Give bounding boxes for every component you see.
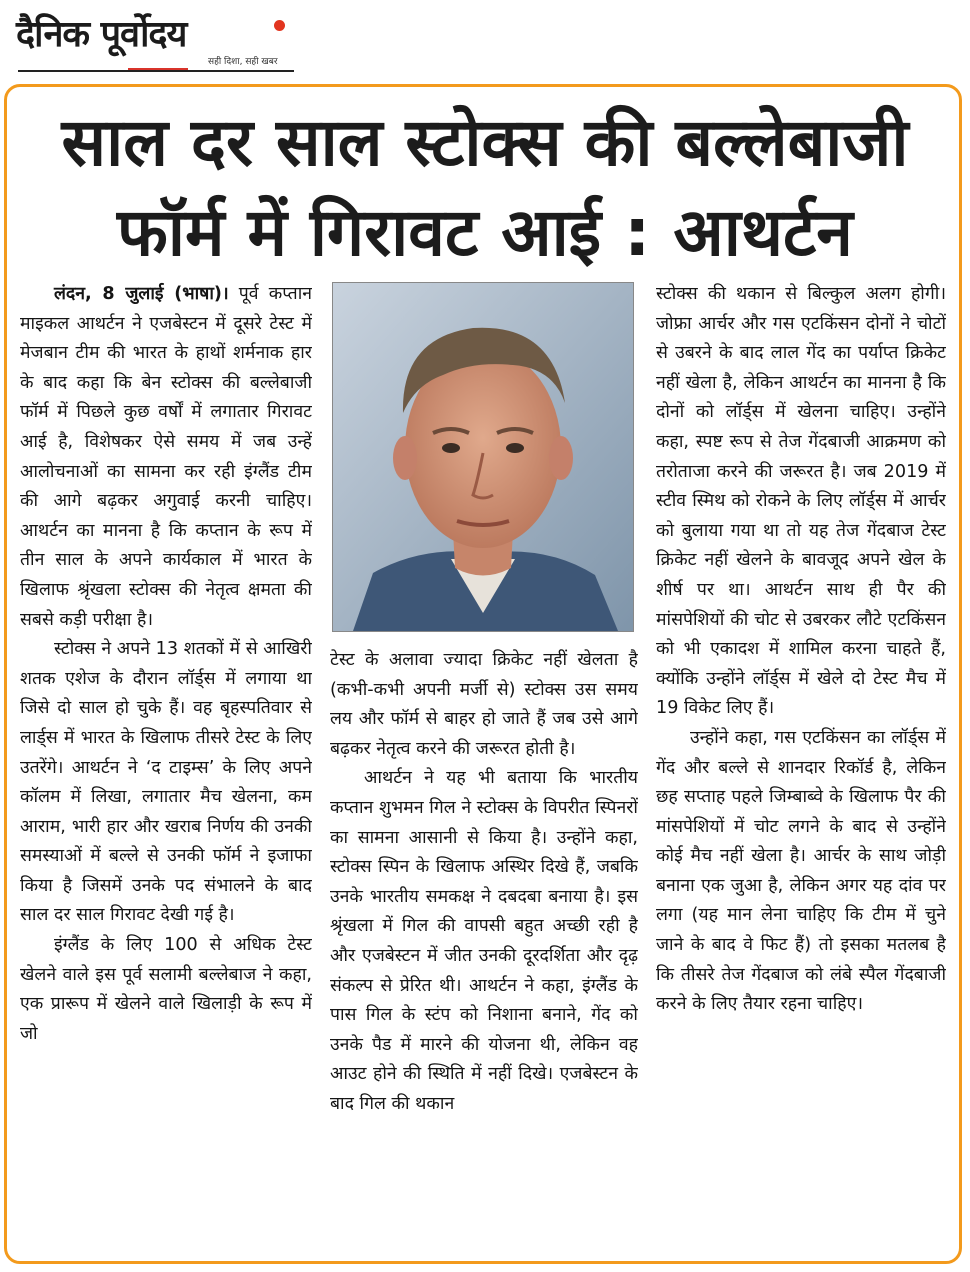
portrait-illustration (333, 283, 633, 631)
paragraph: आथर्टन ने यह भी बताया कि भारतीय कप्तान शुभमन गिल ने स्टोक्स के विपरीत स्पिनरों का सामना आसानी से किया है। उन्होंने कहा, स्टोक्स स्पिन के खिलाफ अस्थिर दिखे हैं, जबकि उनके भारतीय समकक्ष ने दबदबा बनाया है। इस श्रृंखला में गिल की वापसी बहुत अच्छी रही है और एजबेस्टन में जीत उनकी दूरदर्शिता और दृढ़ संकल्प से प्रेरित थी। आथर्टन ने कहा, इंग्लैंड के पास गिल के स्टंप को निशाना बनाने, गेंद को उनके पैड में मारने की योजना थी, लेकिन वह आउट होने की स्थिति में नहीं दिखे। एजबेस्टन के बाद गिल की थकान (330, 768, 638, 1114)
paragraph-text: पूर्व कप्तान माइकल आथर्टन ने एजबेस्टन में दूसरे टेस्ट में मेजबान टीम की भारत के हाथों शर्मनाक हार के बाद कहा कि बेन स्टोक्स की बल्लेबाजी फॉर्म में पिछले कुछ वर्षों में लगातार गिरावट आई है, विशेषकर ऐसे समय में जब उन्हें आलोचनाओं का सामना कर रही इंग्लैंड टीम की आगे बढ़कर अगुवाई करनी चाहिए। आथर्टन का मानना है कि कप्तान के रूप में तीन साल के अपने कार्यकाल में भारत के खिलाफ श्रृंखला स्टोक्स की नेतृत्व क्षमता की सबसे कड़ी परीक्षा है। (20, 284, 312, 630)
paragraph: टेस्ट के अलावा ज्यादा क्रिकेट नहीं खेलता है (कभी-कभी अपनी मर्जी से) स्टोक्स उस समय लय और फॉर्म से बाहर हो जाते हैं जब उसे आगे बढ़कर नेतृत्व करने की जरूरत होती है। (330, 650, 638, 759)
article-column-3 (656, 280, 946, 1260)
michael-atherton-photo (332, 282, 634, 632)
headline-line-1: साल दर साल स्टोक्स की बल्लेबाजी (61, 104, 909, 181)
masthead (8, 6, 298, 74)
article-column-2 (330, 646, 638, 1258)
newspaper-tagline: सही दिशा, सही खबर (208, 57, 278, 67)
paragraph: स्टोक्स ने अपने 13 शतकों में से आखिरी शतक एशेज के दौरान लॉर्ड्स में लगाया था जिसे दो साल हो चुके हैं। वह बृहस्पतिवार से लार्ड्स में भारत के खिलाफ तीसरे टेस्ट के लिए उतरेंगे। आथर्टन ने ‘द टाइम्स’ के लिए अपने कॉलम में लिखा, लगातार मैच खेलना, कम आराम, भारी हार और खराब निर्णय की उनकी समस्याओं में बल्ले से उनकी फॉर्म ने इजाफा किया है जिसमें उनके पद संभालने के बाद साल दर साल गिरावट देखी गई है। (20, 639, 312, 926)
dateline: लंदन, 8 जुलाई (भाषा)। (54, 284, 229, 304)
paragraph: स्टोक्स की थकान से बिल्कुल अलग होगी। जोफ्रा आर्चर और गस एटकिंसन दोनों ने चोटों से उबरने के बाद लाल गेंद का पर्याप्त क्रिकेट नहीं खेला है, लेकिन आथर्टन का मानना है कि दोनों को लॉर्ड्स में खेलना चाहिए। उन्होंने कहा, स्पष्ट रूप से तेज गेंदबाजी आक्रमण को तरोताजा करने की जरूरत है। जब 2019 में स्टीव स्मिथ को रोकने के लिए लॉर्ड्स में आर्चर को बुलाया गया था तो यह तेज गेंदबाज टेस्ट क्रिकेट नहीं खेलने के बावजूद अपने खेल के शीर्ष पर था। आथर्टन साथ ही पैर की मांसपेशियों की चोट से उबरकर लौटे एटकिंसन को भी एकादश में शामिल करना चाहते हैं, क्योंकि उन्होंने लॉर्ड्स में खेले दो टेस्ट मैच में 19 विकेट लिए हैं। (656, 284, 946, 719)
article-column-1 (20, 280, 312, 1260)
masthead-rule-accent (128, 68, 188, 70)
paragraph (20, 280, 312, 635)
newspaper-logo: दैनिक पूर्वोदय (16, 14, 187, 55)
paragraph: उन्होंने कहा, गस एटकिंसन का लॉर्ड्स में गेंद और बल्ले से शानदार रिकॉर्ड है, लेकिन छह सप्ताह पहले जिम्बाब्वे के खिलाफ पैर की मांसपेशियों में चोट लगने के बाद से उन्होंने कोई मैच नहीं खेला है। आर्चर के साथ जोड़ी बनाना एक जुआ है, लेकिन अगर यह दांव पर लगा (यह मान लेना चाहिए कि टीम में चुने जाने के बाद वे फिट हैं) तो इसका मतलब है कि तीसरे तेज गेंदबाज को लंबे स्पैल गेंदबाजी करने के लिए तैयार रहना चाहिए। (656, 727, 946, 1015)
paragraph: इंग्लैंड के लिए 100 से अधिक टेस्ट खेलने वाले इस पूर्व सलामी बल्लेबाज ने कहा, एक प्रारूप में खेलने वाले खिलाड़ी के रूप में जो (20, 935, 312, 1044)
headline-line-2: फॉर्म में गिरावट आई : आथर्टन (117, 194, 853, 271)
masthead-rule (18, 70, 294, 72)
logo-accent-dot-icon (274, 20, 285, 31)
